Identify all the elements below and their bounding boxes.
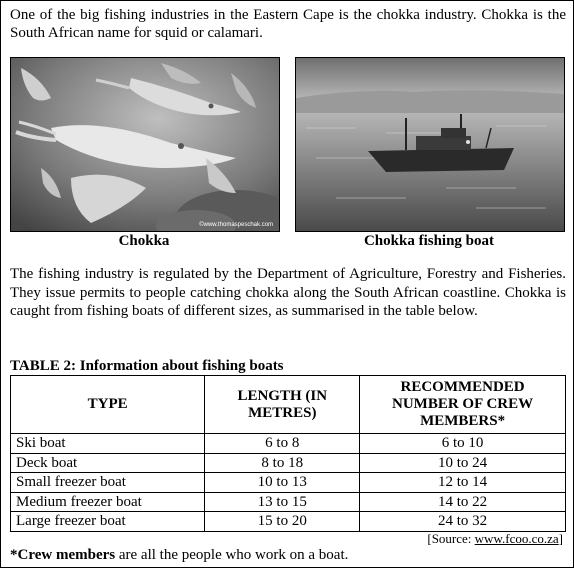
- source-suffix: ]: [558, 531, 563, 546]
- row-crew: 6 to 10: [360, 434, 566, 454]
- source-prefix: [Source:: [427, 531, 475, 546]
- row-type: Deck boat: [11, 453, 205, 473]
- intro-text: One of the big fishing industries in the Eastern Cape is the chokka industry. Chokka is the South African name for squid or calamari.: [10, 7, 566, 41]
- header-length: [205, 376, 360, 434]
- row-crew: 10 to 24: [360, 453, 566, 473]
- row-length: 6 to 8: [205, 434, 360, 454]
- footnote: [10, 546, 348, 564]
- row-length: 15 to 20: [205, 512, 360, 532]
- source-link[interactable]: www.fcoo.co.za: [474, 531, 559, 546]
- row-type: Ski boat: [11, 434, 205, 454]
- regulation-paragraph: The fishing industry is regulated by the Department of Agriculture, Forestry and Fisheries. They issue permits to people catching chokka along the South African coastline. Chokka is caught from fishing boats of different sizes, as summarised in the table below.: [10, 266, 566, 319]
- row-type: Small freezer boat: [11, 473, 205, 493]
- fishing-boats-table: [10, 375, 566, 532]
- table-row: [11, 492, 566, 512]
- photo-credit: ©www.thomaspeschak.com: [199, 222, 273, 228]
- boat-caption: Chokka fishing boat: [363, 233, 495, 249]
- header-crew: [360, 376, 566, 434]
- table-row: [11, 434, 566, 454]
- table-title: TABLE 2: Information about fishing boats: [10, 358, 284, 374]
- row-crew: 14 to 22: [360, 492, 566, 512]
- table-row: [11, 512, 566, 532]
- table-header-row: [11, 376, 566, 434]
- fishing-boat-image: [296, 58, 564, 231]
- squid-image: [11, 58, 279, 231]
- row-type: Large freezer boat: [11, 512, 205, 532]
- chokka-caption: Chokka: [118, 233, 170, 249]
- boat-photo: [295, 57, 565, 232]
- table-row: [11, 473, 566, 493]
- row-length: 10 to 13: [205, 473, 360, 493]
- footnote-definition: are all the people who work on a boat.: [115, 547, 349, 563]
- row-crew: 12 to 14: [360, 473, 566, 493]
- footnote-term: *Crew members: [10, 547, 116, 563]
- source-citation: [427, 531, 563, 546]
- table-row: [11, 453, 566, 473]
- chokka-photo: [10, 57, 280, 232]
- header-type: TYPE: [11, 376, 205, 434]
- header-crew-label: RECOMMENDED NUMBER OF CREW MEMBERS*: [392, 379, 534, 429]
- row-type: Medium freezer boat: [11, 492, 205, 512]
- row-crew: 24 to 32: [360, 512, 566, 532]
- header-length-label: LENGTH (IN METRES): [237, 387, 328, 421]
- row-length: 8 to 18: [205, 453, 360, 473]
- row-length: 13 to 15: [205, 492, 360, 512]
